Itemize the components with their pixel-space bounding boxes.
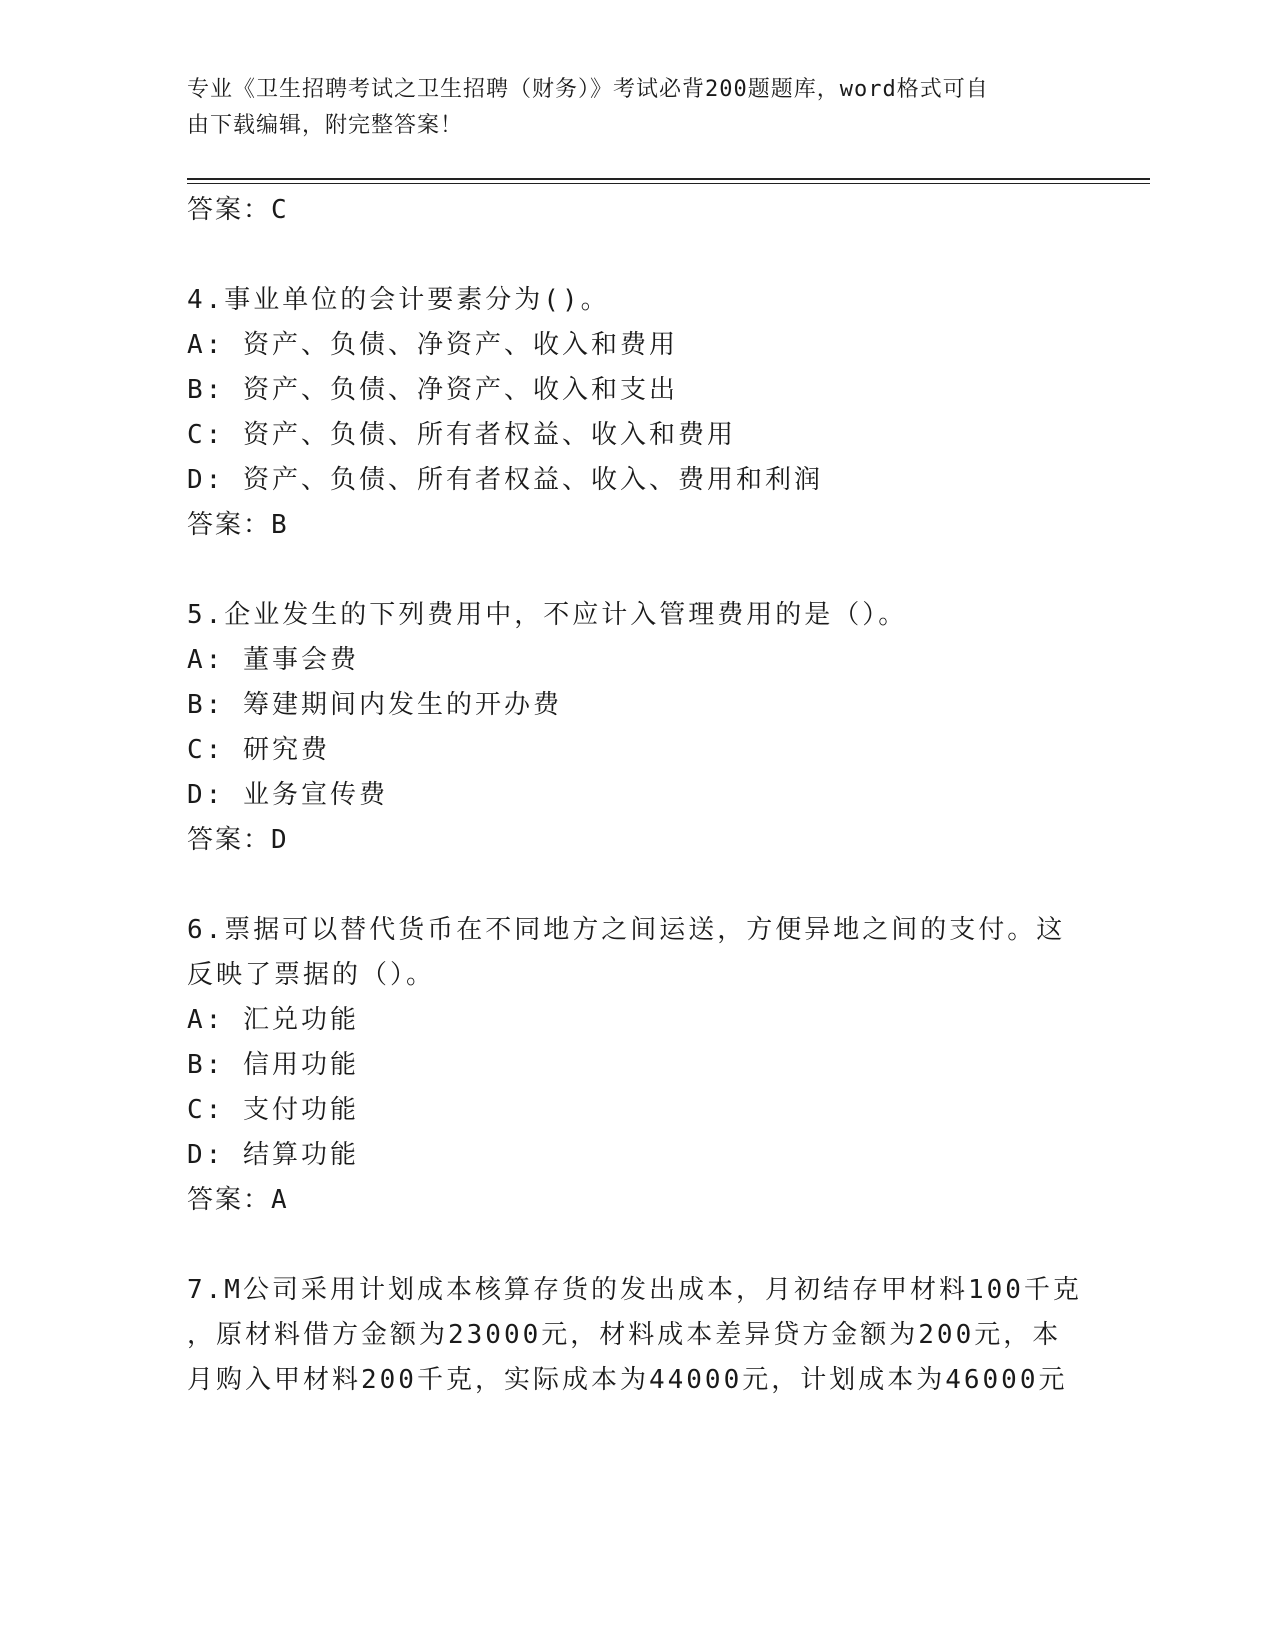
option-a: A: 资产、负债、净资产、收入和费用 xyxy=(187,330,678,360)
question-stem-line-2: ，原材料借方金额为23000元，材料成本差异贷方金额为200元，本 xyxy=(187,1320,1062,1350)
question-6 xyxy=(187,908,1087,1223)
answer: 答案：B xyxy=(187,510,289,540)
answer: 答案：A xyxy=(187,1185,289,1215)
option-d: D: 资产、负债、所有者权益、收入、费用和利润 xyxy=(187,465,823,495)
header-divider-thick xyxy=(187,178,1150,180)
option-b: B: 筹建期间内发生的开办费 xyxy=(187,690,562,720)
header-divider-thin xyxy=(187,183,1150,184)
question-stem-line-3: 月购入甲材料200千克，实际成本为44000元，计划成本为46000元 xyxy=(187,1365,1068,1395)
question-stem: 5.企业发生的下列费用中，不应计入管理费用的是（）。 xyxy=(187,600,908,630)
question-4 xyxy=(187,278,1087,548)
option-a: A: 汇兑功能 xyxy=(187,1005,359,1035)
answer-previous: 答案：C xyxy=(187,195,289,225)
question-list xyxy=(187,188,1087,1403)
question-stem-line-1: 6.票据可以替代货币在不同地方之间运送，方便异地之间的支付。这 xyxy=(187,915,1066,945)
answer: 答案：D xyxy=(187,825,289,855)
header-line-1: 专业《卫生招聘考试之卫生招聘（财务）》考试必背200题题库，word格式可自 xyxy=(187,77,989,102)
document-header xyxy=(187,72,1067,144)
option-b: B: 资产、负债、净资产、收入和支出 xyxy=(187,375,678,405)
question-stem-line-1: 7.M公司采用计划成本核算存货的发出成本，月初结存甲材料100千克 xyxy=(187,1275,1082,1305)
option-d: D: 业务宣传费 xyxy=(187,780,388,810)
question-7 xyxy=(187,1268,1087,1403)
option-c: C: 支付功能 xyxy=(187,1095,359,1125)
question-stem: 4.事业单位的会计要素分为()。 xyxy=(187,285,610,315)
option-c: C: 研究费 xyxy=(187,735,330,765)
question-5 xyxy=(187,593,1087,863)
option-d: D: 结算功能 xyxy=(187,1140,359,1170)
option-b: B: 信用功能 xyxy=(187,1050,359,1080)
option-c: C: 资产、负债、所有者权益、收入和费用 xyxy=(187,420,736,450)
header-line-2: 由下载编辑，附完整答案！ xyxy=(187,113,464,138)
question-stem-line-2: 反映了票据的（）。 xyxy=(187,960,436,990)
option-a: A: 董事会费 xyxy=(187,645,359,675)
